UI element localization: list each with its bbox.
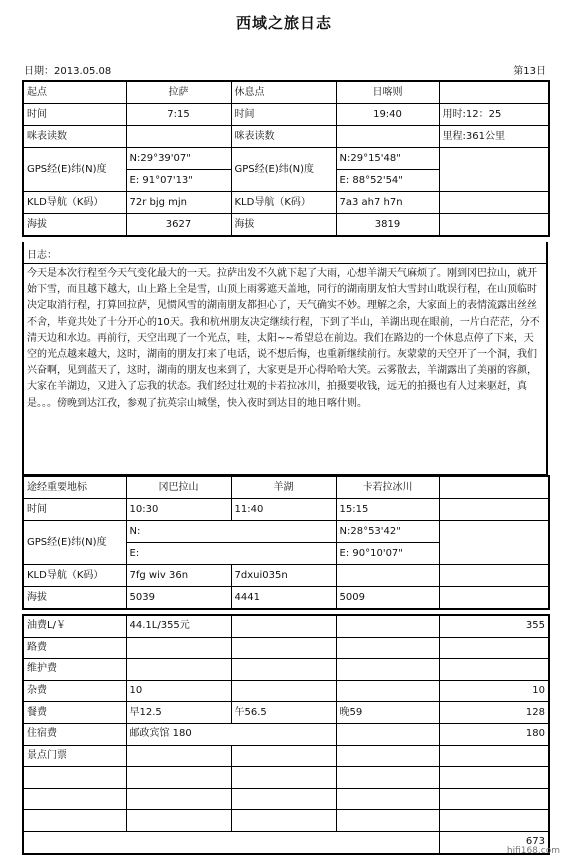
empty-cell xyxy=(336,745,439,767)
landmark-kld: 7dxui035n xyxy=(231,565,336,587)
start-time: 7:15 xyxy=(126,104,231,126)
gps-label-2: GPS经(E)纬(N)度 xyxy=(231,148,336,192)
empty-cell xyxy=(231,680,336,702)
empty-cell xyxy=(336,810,439,832)
empty-cell xyxy=(439,810,549,832)
time-label: 时间 xyxy=(23,104,126,126)
rest-gps-e: E: 88°52'54" xyxy=(336,170,439,192)
fuel-label: 油费L/￥ xyxy=(23,615,126,637)
misc-detail: 10 xyxy=(126,680,231,702)
landmark-time: 10:30 xyxy=(126,499,231,521)
fuel-detail: 44.1L/355元 xyxy=(126,615,231,637)
empty-cell xyxy=(336,637,439,659)
landmark-gps-e: E: xyxy=(126,543,336,565)
odo-label: 咪表读数 xyxy=(23,126,126,148)
landmarks-table xyxy=(22,475,550,610)
landmark-time-label: 时间 xyxy=(23,499,126,521)
watermark: hifi168.com xyxy=(506,846,560,856)
start-label: 起点 xyxy=(23,81,126,104)
altitude-label-2: 海拔 xyxy=(231,214,336,237)
kld-label-2: KLD导航（K码） xyxy=(231,192,336,214)
landmark-gps-n: N: xyxy=(126,521,336,543)
empty-cell xyxy=(439,521,549,565)
journal-text: 今天是本次行程至今天气变化最大的一天。拉萨出发不久就下起了大雨，心想羊湖天气麻烦了。刚到冈巴拉山，就开始下雪，而且越下越大，山上路上全是雪，山顶上雨雾遮天盖地，同行的湖南朋友怕大雪封山耽误行程，在山顶临时决定取消行程，打算回拉萨，见惯风雪的湖南朋友都担心了，天气确实不妙。理解之余，大家面上的表情流露出丝丝不舍，毕竟共处了十分开心的10天。我和杭州朋友决定继续行程，下到了半山，羊湖出现在眼前，一片白茫茫，分不清天边和水边。再前行，天空出现了一个光点，哇，太阳~~希望总在前边。我们在路边的一个休息点停了下来，天空的光点越来越大，这时，湖南的朋友打来了电话，说不想后悔，也重新继续前行。灰蒙蒙的天空开了一个洞，我们兴奋啊，见到蓝天了，这时，湖南的朋友也来到了，大家更是开心得哈哈大笑。云雾散去，羊湖露出了美丽的容颜，大家在羊湖边，又进入了忘我的状态。我们经过壮观的卡若拉冰川，拍摄要收钱，远无的拍摄也有人过来驱赶，真是。。。傍晚到达江孜，参观了抗英宗山城堡，快入夜时到达目的地日喀什则。 xyxy=(27,268,540,409)
empty-cell xyxy=(231,637,336,659)
gps-label: GPS经(E)纬(N)度 xyxy=(23,148,126,192)
empty-cell xyxy=(439,659,549,681)
landmark-gps-label: GPS经(E)纬(N)度 xyxy=(23,521,126,565)
empty-cell xyxy=(126,659,231,681)
meal-label: 餐费 xyxy=(23,702,126,724)
empty-cell xyxy=(439,788,549,810)
landmark-kld: 7fg wiv 36n xyxy=(126,565,231,587)
maintenance-label: 维护费 xyxy=(23,659,126,681)
empty-cell xyxy=(23,788,126,810)
empty-cell xyxy=(336,680,439,702)
rest-label: 休息点 xyxy=(231,81,336,104)
page-title: 西域之旅日志 xyxy=(235,14,332,32)
landmarks-header: 途经重要地标 xyxy=(23,476,126,499)
landmark-gps-e: E: 90°10'07" xyxy=(336,543,439,565)
mileage: 里程:361公里 xyxy=(439,126,549,148)
empty-cell xyxy=(231,810,336,832)
landmark-altitude: 5009 xyxy=(336,587,439,610)
empty-cell xyxy=(126,126,231,148)
empty-cell xyxy=(439,767,549,789)
used-time: 用时:12：25 xyxy=(439,104,549,126)
date-label: 日期：2013.05.08 xyxy=(24,66,112,77)
landmark-time: 11:40 xyxy=(231,499,336,521)
empty-cell xyxy=(439,745,549,767)
landmark-altitude: 4441 xyxy=(231,587,336,610)
empty-cell xyxy=(126,745,231,767)
rest-kld: 7a3 ah7 h7n xyxy=(336,192,439,214)
start-kld: 72r bjg mjn xyxy=(126,192,231,214)
altitude-label: 海拔 xyxy=(23,214,126,237)
summary-table xyxy=(22,80,550,237)
empty-cell xyxy=(23,767,126,789)
day-number: 第13日 xyxy=(513,66,546,77)
empty-cell xyxy=(439,476,549,499)
landmark-gps-n: N:28°53'42" xyxy=(336,521,439,543)
misc-label: 杂费 xyxy=(23,680,126,702)
empty-cell xyxy=(231,659,336,681)
landmark-kld xyxy=(336,565,439,587)
odo-label-2: 咪表读数 xyxy=(231,126,336,148)
hotel-label: 住宿费 xyxy=(23,723,126,745)
landmark-name: 卡若拉冰川 xyxy=(336,476,439,499)
empty-cell xyxy=(336,767,439,789)
landmark-name: 羊湖 xyxy=(231,476,336,499)
empty-cell xyxy=(439,214,549,237)
rest-time-label: 时间 xyxy=(231,104,336,126)
empty-cell xyxy=(126,788,231,810)
empty-cell xyxy=(439,148,549,192)
empty-cell xyxy=(336,659,439,681)
start-value: 拉萨 xyxy=(126,81,231,104)
total-spacer xyxy=(23,831,439,853)
empty-cell xyxy=(439,637,549,659)
start-gps-n: N:29°39'07" xyxy=(126,148,231,170)
empty-cell xyxy=(126,767,231,789)
rest-time: 19:40 xyxy=(336,104,439,126)
rest-altitude: 3819 xyxy=(336,214,439,237)
meal-total: 128 xyxy=(439,702,549,724)
empty-cell xyxy=(439,81,549,104)
landmark-time: 15:15 xyxy=(336,499,439,521)
start-gps-e: E: 91°07'13" xyxy=(126,170,231,192)
empty-cell xyxy=(231,788,336,810)
hotel-detail: 邮政宾馆 180 xyxy=(126,723,336,745)
empty-cell xyxy=(336,615,439,637)
landmark-altitude-label: 海拔 xyxy=(23,587,126,610)
landmark-altitude: 5039 xyxy=(126,587,231,610)
hotel-total: 180 xyxy=(439,723,549,745)
landmark-kld-label: KLD导航（K码） xyxy=(23,565,126,587)
kld-label: KLD导航（K码） xyxy=(23,192,126,214)
fuel-total: 355 xyxy=(439,615,549,637)
empty-cell xyxy=(336,723,439,745)
meal-dinner: 晚59 xyxy=(336,702,439,724)
landmark-name: 冈巴拉山 xyxy=(126,476,231,499)
expenses-table xyxy=(22,614,550,855)
empty-cell xyxy=(126,637,231,659)
empty-cell xyxy=(126,810,231,832)
empty-cell xyxy=(336,126,439,148)
misc-total: 10 xyxy=(439,680,549,702)
empty-cell xyxy=(439,587,549,610)
grand-total: 673 xyxy=(439,831,549,853)
road-fee-label: 路费 xyxy=(23,637,126,659)
rest-gps-n: N:29°15'48" xyxy=(336,148,439,170)
journal-section xyxy=(22,242,548,476)
empty-cell xyxy=(231,745,336,767)
start-altitude: 3627 xyxy=(126,214,231,237)
empty-cell xyxy=(439,499,549,521)
empty-cell xyxy=(231,615,336,637)
empty-cell xyxy=(336,788,439,810)
meal-breakfast: 早12.5 xyxy=(126,702,231,724)
journal-label: 日志： xyxy=(24,242,546,264)
rest-value: 日喀则 xyxy=(336,81,439,104)
empty-cell xyxy=(439,192,549,214)
empty-cell xyxy=(231,767,336,789)
empty-cell xyxy=(23,810,126,832)
meal-lunch: 午56.5 xyxy=(231,702,336,724)
ticket-label: 景点门票 xyxy=(23,745,126,767)
empty-cell xyxy=(439,565,549,587)
